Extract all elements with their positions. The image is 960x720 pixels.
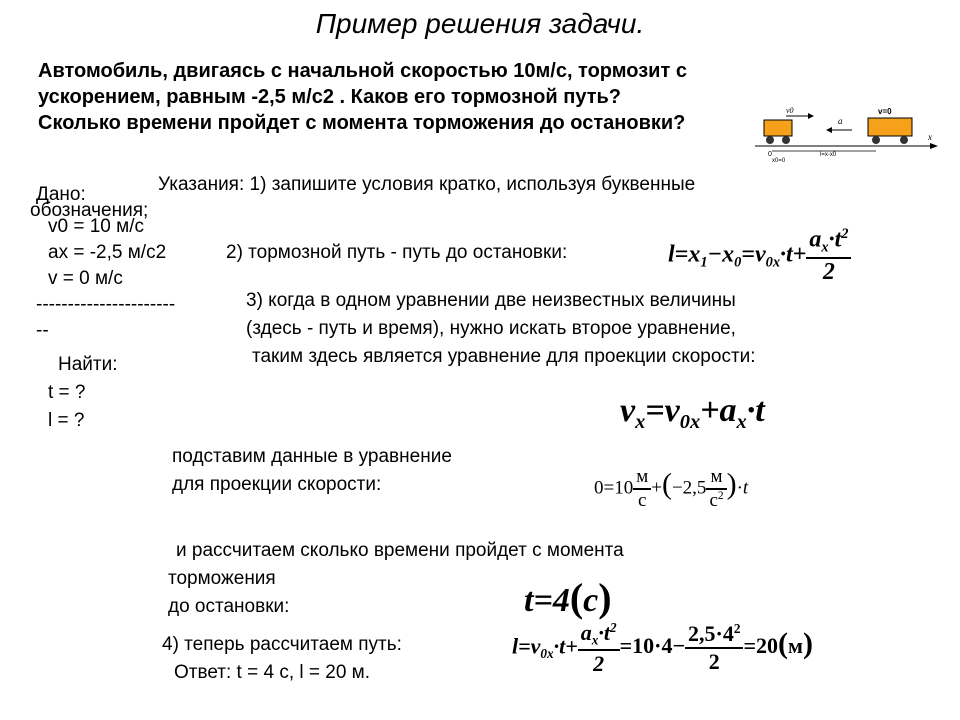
- hint-3-line-3: таким здесь является уравнение для проекции скорости:: [252, 346, 756, 367]
- substitute-line-1: подставим данные в уравнение: [172, 446, 452, 467]
- hint-1: Указания: 1) запишите условия кратко, используя буквенные: [158, 174, 696, 195]
- hint-2: 2) тормозной путь - путь до остановки:: [226, 242, 568, 263]
- hint-1-continued: обозначения;: [30, 200, 149, 221]
- formula-distance: $l=x_1-x_0=v_{0x}\cdot t+$ $\frac{a_x\cdot t^2}{2}$: [668, 226, 851, 286]
- find-label: Найти:: [58, 354, 118, 375]
- given-divider-tail: --: [36, 320, 49, 341]
- car-end-wheel: [872, 136, 880, 144]
- velocity-arrowhead: [808, 113, 814, 119]
- car-end-wheel: [900, 136, 908, 144]
- calc-line-1: и рассчитаем сколько времени пройдет с момента: [176, 540, 624, 561]
- given-v: v = 0 м/с: [48, 268, 123, 289]
- given-v0: v0 = 10 м/с: [48, 216, 144, 237]
- x-axis-arrow: [930, 143, 938, 149]
- calc-line-3: до остановки:: [168, 596, 290, 617]
- calc-line-2: торможения: [168, 568, 276, 589]
- problem-line-1: Автомобиль, двигаясь с начальной скоростью 10м/с, тормозит с: [38, 60, 687, 82]
- x-axis-label: x: [928, 132, 932, 142]
- page-title: Пример решения задачи.: [315, 8, 645, 39]
- car-end: [868, 118, 912, 136]
- answer-text: Ответ: t = 4 с, l = 20 м.: [174, 662, 371, 683]
- formula-time-result: t=4(c): [524, 575, 612, 620]
- formula-distance-result: $l=v_{0x}\cdot t+$ $\frac{a_x\cdot t^2}{2}$ =10·4− $\frac{2,5\cdot 4^2}{2}$ =20(м): [512, 620, 813, 676]
- given-label: Дано:: [36, 184, 86, 205]
- problem-line-3: Сколько времени пройдет с момента торможения до остановки?: [38, 112, 686, 134]
- given-ax: аx = -2,5 м/с2: [48, 242, 167, 263]
- origin-label: 0: [768, 151, 772, 158]
- formula-substitution: 0=10 $\frac{м}{с}$ +(−2,5 $\frac{м}{с^2}$ )·t: [594, 466, 749, 511]
- given-divider: ----------------------: [36, 294, 176, 315]
- acceleration-arrowhead: [826, 127, 832, 133]
- hint-3-line-2: (здесь - путь и время), нужно искать второе уравнение,: [246, 318, 736, 339]
- car-start-wheel: [766, 136, 774, 144]
- distance-label: l=x-x0: [820, 152, 837, 158]
- find-l: l = ?: [48, 410, 85, 431]
- car-start-wheel: [782, 136, 790, 144]
- x0-label: x0=0: [772, 158, 786, 164]
- formula-velocity: $v_x=v_{0x}+a_x\cdot t$: [620, 392, 765, 434]
- hint-4: 4) теперь рассчитаем путь:: [162, 634, 402, 655]
- problem-line-2: ускорением, равным -2,5 м/с2 . Каков его тормозной путь?: [38, 86, 622, 108]
- find-t: t = ?: [48, 382, 86, 403]
- v-final-label: v=0: [878, 107, 892, 116]
- a-label: a: [838, 116, 843, 126]
- v0-label: v0: [786, 106, 794, 115]
- substitute-line-2: для проекции скорости:: [172, 474, 382, 495]
- motion-diagram: [750, 104, 940, 164]
- hint-3-line-1: 3) когда в одном уравнении две неизвестных величины: [246, 290, 736, 311]
- car-start: [764, 120, 792, 136]
